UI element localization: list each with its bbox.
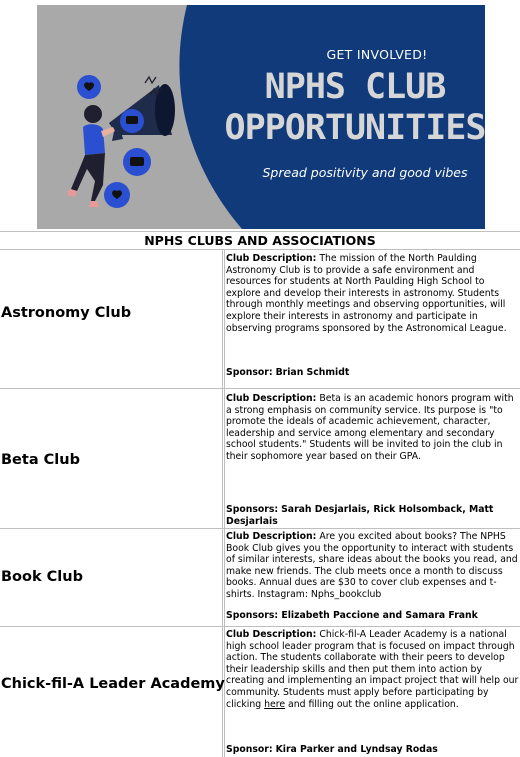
- sponsor-label: Sponsors: [226, 610, 275, 621]
- club-name-book: Book Club: [1, 569, 83, 585]
- banner-title-line2: OPPORTUNITIES: [224, 108, 485, 148]
- club-description-book: [226, 531, 519, 601]
- description-label: Club Description:: [226, 253, 317, 264]
- row-divider: [0, 528, 520, 529]
- banner-title: [220, 67, 485, 149]
- megaphone-icon: [109, 84, 175, 141]
- description-text: Are you excited about books? The NPHS Book Club gives you the opportunity to interact with students of similar interests, share ideas about the books you read, and make new friends. The club meets once a month to discuss books. Annual dues are $30 to cover club expenses and t-shirts. Instagram: Nphs_bookclub: [226, 531, 518, 600]
- description-text: Chick-fil-A Leader Academy is a national high school leader program that is focused on impact through action. The students collaborate with their peers to develop their leadership skills and then put them into action by creating and implementing an impact project that will help our community. Students must apply before participating by clicking: [226, 629, 519, 710]
- club-sponsor-book: [226, 610, 519, 622]
- sponsor-names: Brian Schmidt: [275, 367, 350, 378]
- heart-icon: [77, 75, 101, 99]
- sponsor-label: Sponsor:: [226, 367, 273, 378]
- club-sponsor-beta: [226, 504, 519, 527]
- sponsor-label: Sponsors:: [226, 504, 279, 515]
- heart-icon-2: [104, 182, 130, 208]
- chat-bubble-icon-2: [123, 148, 151, 176]
- banner-title-line1: NPHS CLUB: [264, 67, 446, 107]
- club-sponsor-chick-fil-a: [226, 744, 519, 756]
- club-sponsor-astronomy: [226, 367, 519, 379]
- table-top-border: [0, 231, 520, 232]
- club-banner: [37, 5, 485, 229]
- club-description-beta: [226, 393, 519, 463]
- club-name-astronomy: Astronomy Club: [1, 305, 132, 321]
- row-divider: [0, 626, 520, 627]
- club-name-chick-fil-a: Chick-fil-A Leader Academy: [1, 676, 225, 692]
- description-text: Beta is an academic honors program with a strong emphasis on community service. Its purpose is "to promote the ideals of academic achievement, character, leadership and service among elementary and secondary school students." Students will be invited to join the club in their sophomore year based on their GPA.: [226, 393, 514, 462]
- sponsor-names: Sarah Desjarlais, Rick Holsomback, Matt Desjarlais: [226, 504, 494, 527]
- application-link[interactable]: here: [264, 698, 286, 710]
- club-description-chick-fil-a: [226, 629, 519, 710]
- description-text: The mission of the North Paulding Astronomy Club is to provide a safe environment and resources for students at North Paulding High School to explore and develop their interests in astronomy. Students through monthly meetings and observing opportunities, will explore their interests in astronomy and participate in observing programs sponsored by the Astronomical League.: [226, 253, 507, 334]
- description-label: Club Description:: [226, 629, 317, 640]
- section-heading: NPHS CLUBS AND ASSOCIATIONS: [144, 233, 376, 248]
- sponsor-names: Kira Parker and Lyndsay Rodas: [275, 744, 438, 755]
- description-label: Club Description:: [226, 531, 317, 542]
- row-divider: [0, 388, 520, 389]
- description-text-end: and filling out the online application.: [285, 698, 459, 710]
- sponsor-label: Sponsor:: [226, 744, 273, 755]
- club-description-astronomy: [226, 253, 519, 334]
- banner-tagline: Spread positivity and good vibes: [262, 165, 468, 180]
- club-name-beta: Beta Club: [1, 452, 80, 468]
- description-label: Club Description:: [226, 393, 317, 404]
- heading-divider: [0, 249, 520, 250]
- chat-bubble-icon: [120, 109, 144, 133]
- banner-kicker: GET INVOLVED!: [326, 47, 428, 62]
- sponsor-names: : Elizabeth Paccione and Samara Frank: [274, 610, 478, 621]
